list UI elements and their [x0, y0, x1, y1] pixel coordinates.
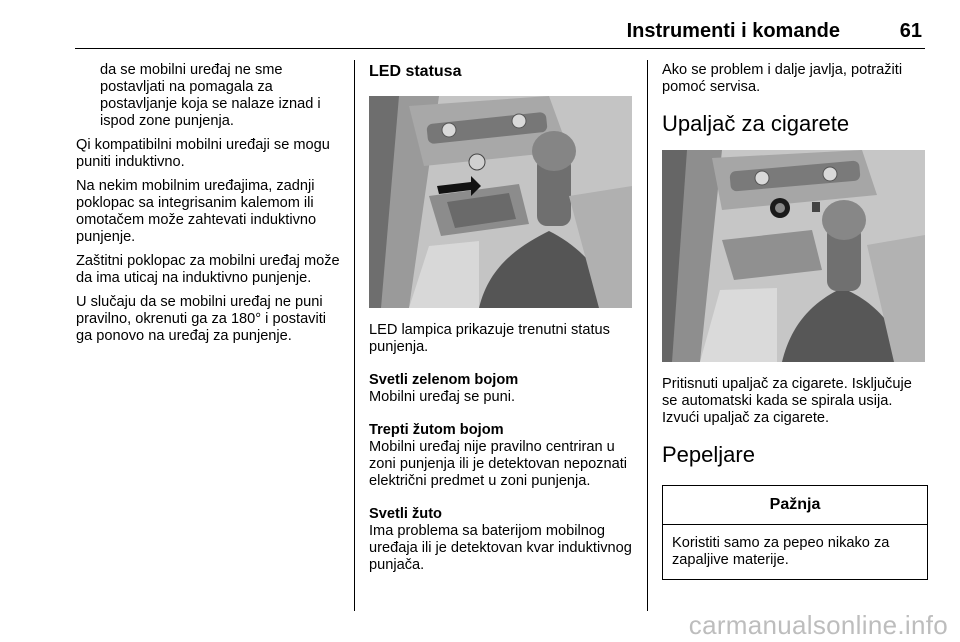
running-header-title: Instrumenti i komande	[626, 20, 840, 42]
page-number: 61	[899, 20, 922, 42]
notice-box	[662, 485, 928, 580]
paragraph-continued-bullet: da se mobilni uređaj ne sme postavljati na pomagala za postavljanje koja se nalaze iznad i ispod zone punjenja.	[100, 62, 321, 129]
notice-title: Pažnja	[663, 486, 927, 525]
paragraph-protective-cover: Zaštitni poklopac za mobilni uređaj može da ima uticaj na induktivno punjenje.	[76, 253, 340, 286]
notice-text: Koristiti samo za pepeo nikako za zapaljive materije.	[672, 535, 890, 568]
status-yellow-blink-text: Mobilni uređaj nije pravilno centriran u zoni punjenja ili je detektovan nepoznati električni predmet u zoni punjenja.	[369, 439, 628, 489]
paragraph-back-cover: Na nekim mobilnim uređajima, zadnji poklopac sa integrisanim kalemom ili omotačem može zahtevati induktivno punjenje.	[76, 178, 317, 245]
paragraph-rotate-device: U slučaju da se mobilni uređaj ne puni pravilno, okrenuti ga za 180° i postaviti ga ponovo na uređaj za punjenje.	[76, 294, 327, 344]
column-2	[369, 62, 633, 581]
column-1	[76, 62, 344, 352]
column-3	[662, 62, 928, 580]
status-green-title: Svetli zelenom bojom	[369, 372, 519, 388]
status-green-text: Mobilni uređaj se puni.	[369, 389, 516, 405]
watermark: carmanualsonline.info	[688, 610, 948, 640]
status-yellow-title: Svetli žuto	[369, 506, 442, 522]
paragraph-led-info: LED lampica prikazuje trenutni status punjenja.	[369, 322, 610, 355]
column-divider-left	[354, 60, 355, 611]
column-divider-right	[647, 60, 648, 611]
header-rule	[75, 48, 925, 49]
wireless-charger-illustration	[369, 96, 632, 308]
heading-ashtrays: Pepeljare	[662, 442, 755, 467]
paragraph-contact-service: Ako se problem i dalje javlja, potražiti pomoć servisa.	[662, 62, 903, 95]
status-yellow-text: Ima problema sa baterijom mobilnog uređaja ili je detektovan kvar induktivnog punjača.	[369, 523, 632, 573]
heading-cigarette-lighter: Upaljač za cigarete	[662, 111, 850, 136]
heading-led-status: LED statusa	[369, 63, 462, 80]
paragraph-qi-compatible: Qi kompatibilni mobilni uređaji se mogu puniti induktivno.	[76, 137, 330, 170]
cigarette-lighter-illustration	[662, 150, 925, 362]
status-yellow-blink-title: Trepti žutom bojom	[369, 422, 504, 438]
paragraph-lighter-instructions: Pritisnuti upaljač za cigarete. Isključuje se automatski kada se spirala usija. Izvući upaljač za cigarete.	[662, 376, 912, 426]
